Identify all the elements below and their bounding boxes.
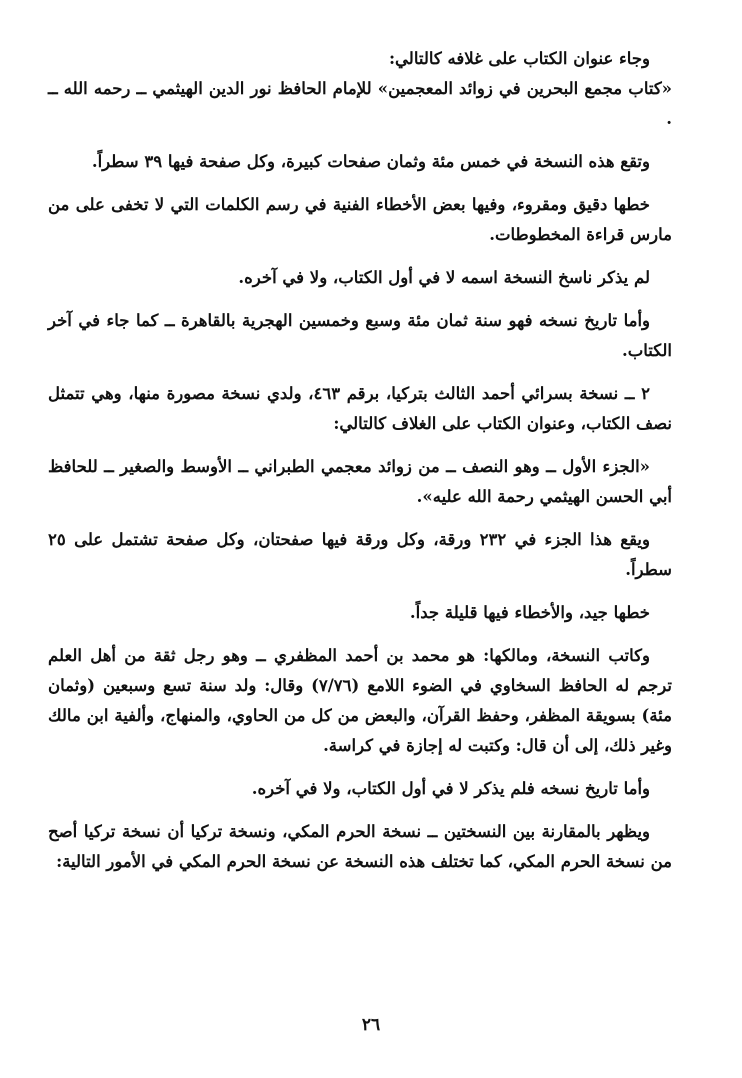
paragraph-undated: وأما تاريخ نسخه فلم يذكر لا في أول الكتاب، ولا في آخره. — [251, 779, 650, 798]
paragraph-part-one-title: «الجزء الأول ــ وهو النصف ــ من زوائد معجمي الطبراني ــ الأوسط والصغير ــ للحافظ أبي الحسن الهيثمي رحمة الله عليه». — [48, 457, 672, 506]
paragraph-cover-title-intro: وجاء عنوان الكتاب على غلافه كالتالي: — [388, 49, 650, 68]
paragraph-manuscript-2: ٢ ــ نسخة بسرائي أحمد الثالث بتركيا، برقم ٤٦٣، ولدي نسخة مصورة منها، وهي تتمثل نصف الكتاب، وعنوان الكتاب على الغلاف كالتالي: — [48, 384, 672, 433]
paragraph-scribe-owner: وكاتب النسخة، ومالكها: هو محمد بن أحمد المظفري ــ وهو رجل ثقة من أهل العلم ترجم له الحافظ السخاوي في الضوء اللامع (٧/٧٦) وقال: ولد سنة تسع وسبعين (وثمان مئة) بسويقة المظفر، وحفظ القرآن، والبعض من كل من الحاوي، والمنهاج، وألفية ابن مالك وغير ذلك، إلى أن قال: وكتبت له إجازة في كراسة. — [48, 646, 672, 755]
paragraph-cover-title: «كتاب مجمع البحرين في زوائد المعجمين» للإمام الحافظ نور الدين الهيثمي ــ رحمه الله ــ . — [48, 79, 672, 128]
paragraph-comparison: ويظهر بالمقارنة بين النسختين ــ نسخة الحرم المكي، ونسخة تركيا أن نسخة تركيا أصح من نسخة الحرم المكي، كما تختلف هذه النسخة عن نسخة الحرم المكي في الأمور التالية: — [48, 822, 672, 871]
document-body — [48, 44, 672, 877]
paragraph-quality: خطها جيد، والأخطاء فيها قليلة جداً. — [409, 603, 650, 622]
paragraph-page-count: وتقع هذه النسخة في خمس مئة وثمان صفحات كبيرة، وكل صفحة فيها ٣٩ سطراً. — [91, 152, 650, 171]
paragraph-copy-date: وأما تاريخ نسخه فهو سنة ثمان مئة وسبع وخمسين الهجرية بالقاهرة ــ كما جاء في آخر الكتاب. — [48, 311, 672, 360]
paragraph-handwriting: خطها دقيق ومقروء، وفيها بعض الأخطاء الفنية في رسم الكلمات التي لا تخفى على من مارس قراءة المخطوطات. — [48, 195, 672, 244]
page-number: ٢٦ — [361, 1015, 381, 1035]
paragraph-copyist: لم يذكر ناسخ النسخة اسمه لا في أول الكتاب، ولا في آخره. — [238, 268, 650, 287]
paragraph-leaf-count: ويقع هذا الجزء في ٢٣٢ ورقة، وكل ورقة فيها صفحتان، وكل صفحة تشتمل على ٢٥ سطراً. — [48, 530, 672, 579]
